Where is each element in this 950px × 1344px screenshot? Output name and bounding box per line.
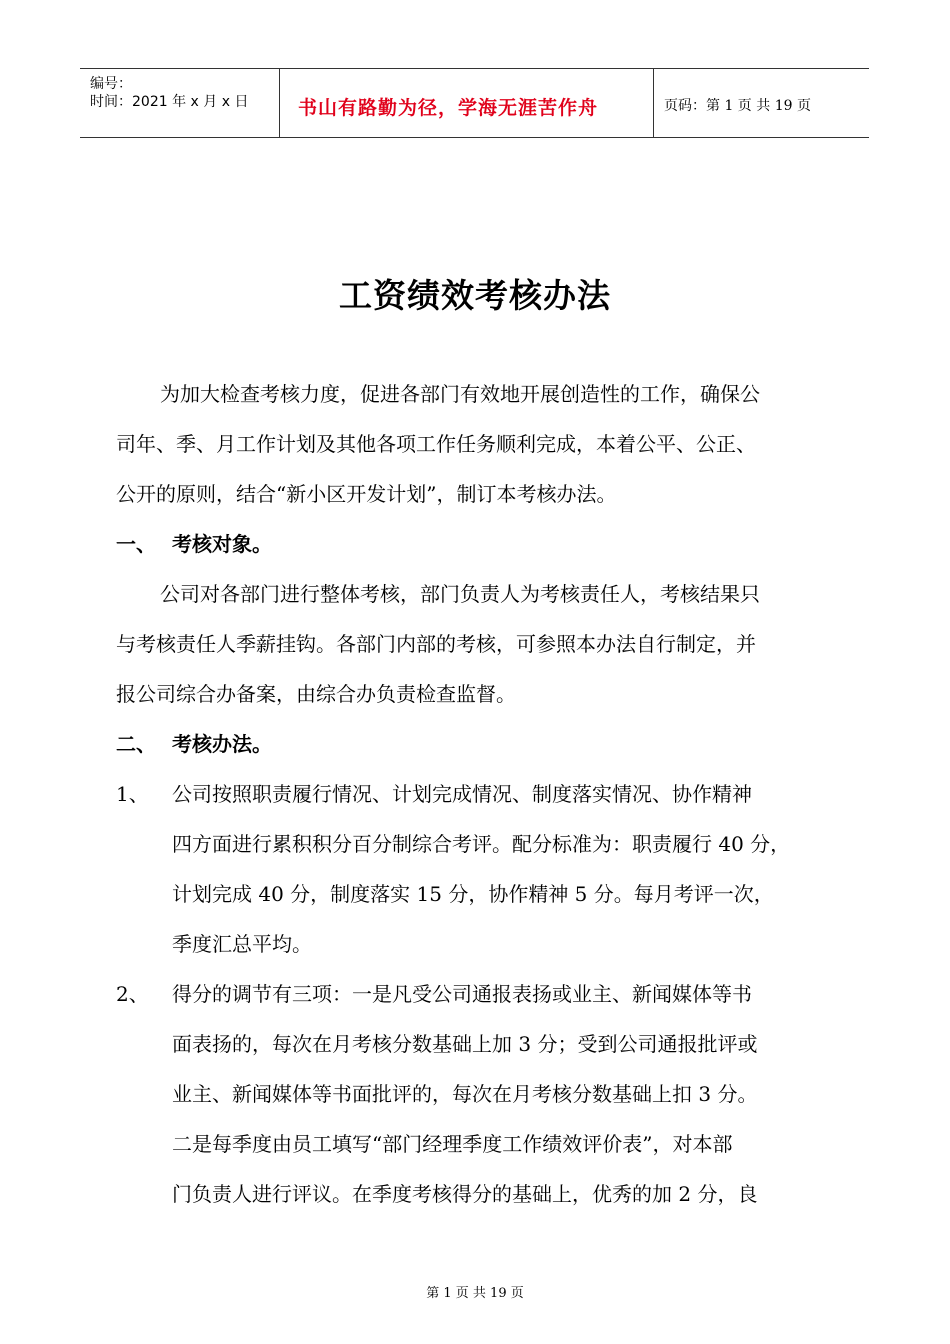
item-1-line-4: 季度汇总平均。 bbox=[172, 932, 312, 956]
item-2-line-2: 面表扬的，每次在月考核分数基础上加 3 分；受到公司通报批评或 bbox=[172, 1032, 758, 1056]
section-2-heading: 考核办法。 bbox=[172, 732, 272, 756]
item-2-line-4: 二是每季度由员工填写“部门经理季度工作绩效评价表”，对本部 bbox=[172, 1132, 733, 1156]
item-2-line-1: 得分的调节有三项：一是凡受公司通报表扬或业主、新闻媒体等书 bbox=[172, 982, 752, 1006]
document-title: 工资绩效考核办法 bbox=[339, 276, 611, 315]
motto-text: 书山有路勤为径，学海无涯苦作舟 bbox=[298, 97, 599, 119]
item-1-line-1: 公司按照职责履行情况、计划完成情况、制度落实情况、协作精神 bbox=[172, 782, 752, 806]
item-2-line-5: 门负责人进行评议。在季度考核得分的基础上，优秀的加 2 分，良 bbox=[172, 1182, 758, 1206]
section-1-line-3: 报公司综合办备案，由综合办负责检查监督。 bbox=[116, 682, 516, 706]
section-1-heading: 考核对象。 bbox=[172, 532, 272, 556]
section-1-line-2: 与考核责任人季薪挂钩。各部门内部的考核，可参照本办法自行制定，并 bbox=[116, 632, 756, 656]
item-1-line-3: 计划完成 40 分，制度落实 15 分，协作精神 5 分。每月考评一次， bbox=[172, 882, 774, 906]
document-header bbox=[80, 68, 869, 138]
intro-line-1: 为加大检查考核力度，促进各部门有效地开展创造性的工作，确保公 bbox=[160, 382, 760, 406]
header-page-cell bbox=[654, 69, 869, 137]
number-label: 编号： bbox=[90, 76, 132, 92]
header-meta-cell bbox=[80, 69, 280, 137]
section-1-number: 一、 bbox=[116, 532, 156, 556]
header-motto-cell bbox=[280, 69, 654, 137]
intro-line-2: 司年、季、月工作计划及其他各项工作任务顺利完成，本着公平、公正、 bbox=[116, 432, 756, 456]
date-label: 时间：2021 年 x 月 x 日 bbox=[90, 94, 249, 110]
page-footer: 第 1 页 共 19 页 bbox=[426, 1286, 524, 1301]
section-2-number: 二、 bbox=[116, 732, 156, 756]
page-info: 页码：第 1 页 共 19 页 bbox=[664, 98, 811, 114]
item-2-number: 2、 bbox=[116, 982, 149, 1006]
item-1-number: 1、 bbox=[116, 782, 149, 806]
intro-line-3: 公开的原则，结合“新小区开发计划”，制订本考核办法。 bbox=[116, 482, 617, 506]
section-1-line-1: 公司对各部门进行整体考核，部门负责人为考核责任人，考核结果只 bbox=[160, 582, 760, 606]
item-2-line-3: 业主、新闻媒体等书面批评的，每次在月考核分数基础上扣 3 分。 bbox=[172, 1082, 758, 1106]
item-1-line-2: 四方面进行累积积分百分制综合考评。配分标准为：职责履行 40 分， bbox=[172, 832, 791, 856]
